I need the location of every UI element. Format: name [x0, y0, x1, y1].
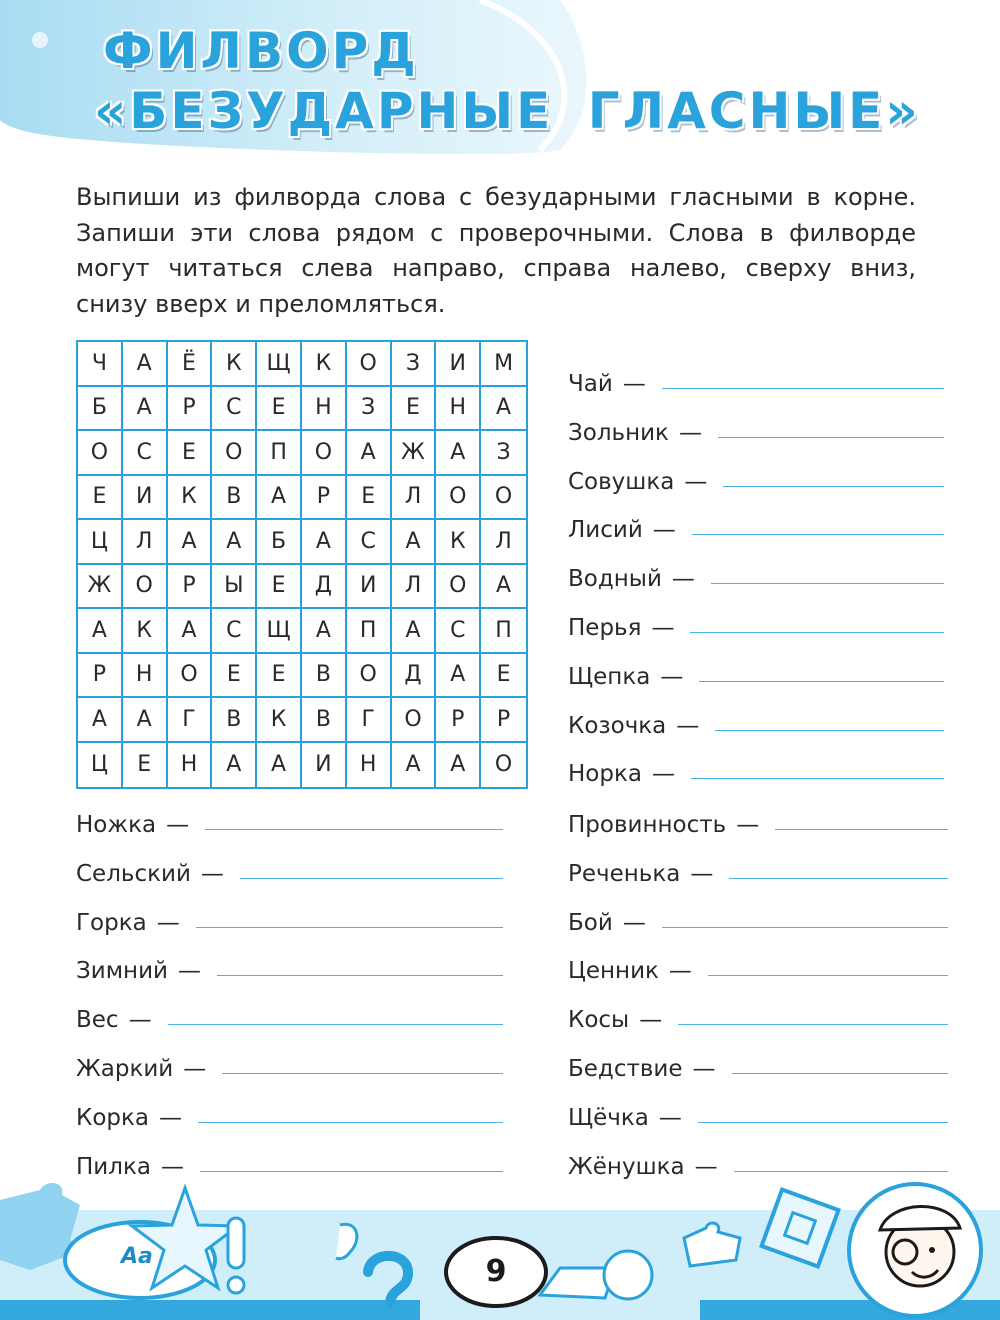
- dash: —: [128, 1007, 152, 1034]
- grid-cell: Л: [123, 520, 168, 565]
- grid-cell: З: [392, 342, 437, 387]
- word-label: Пилка: [76, 1153, 151, 1180]
- word-label: Косы: [568, 1007, 630, 1034]
- answer-line[interactable]: [729, 878, 948, 879]
- grid-cell: А: [257, 743, 302, 788]
- word-row: [568, 509, 944, 543]
- grid-cell: И: [347, 565, 392, 610]
- word-row: [76, 1048, 503, 1082]
- grid-cell: П: [347, 609, 392, 654]
- grid-cell: А: [436, 431, 481, 476]
- word-label: Корка: [76, 1104, 149, 1131]
- word-row: [568, 656, 944, 690]
- grid-cell: О: [494, 752, 513, 778]
- answer-line[interactable]: [732, 1073, 948, 1074]
- grid-cell: О: [78, 431, 123, 476]
- word-label: Бой: [568, 909, 613, 936]
- grid-cell: Щ: [257, 342, 302, 387]
- word-label: Жёнушка: [568, 1153, 685, 1180]
- grid-cell: А: [123, 387, 168, 432]
- dash: —: [652, 517, 676, 544]
- grid-cell: Р: [436, 698, 481, 743]
- dash: —: [639, 1007, 663, 1034]
- word-label: Лисий: [568, 517, 643, 544]
- grid-cell: Е: [212, 654, 257, 699]
- grid-cell: О: [481, 476, 526, 521]
- word-label: Горка: [76, 909, 147, 936]
- dash: —: [622, 909, 646, 936]
- word-row: [568, 1097, 948, 1131]
- dash: —: [183, 1056, 207, 1082]
- grid-cell: О: [168, 654, 213, 699]
- word-row: [76, 853, 503, 887]
- grid-cell: А: [78, 609, 123, 654]
- grid-cell: В: [212, 698, 257, 743]
- grid-cell: Е: [257, 654, 302, 699]
- grid-cell: Е: [78, 476, 123, 521]
- grid-cell: В: [302, 698, 347, 743]
- grid-cell: С: [436, 609, 481, 654]
- word-label: Совушка: [568, 468, 675, 495]
- word-label: Перья: [568, 615, 642, 641]
- answer-line[interactable]: [200, 1171, 503, 1172]
- grid-cell: И: [302, 743, 347, 788]
- grid-cell: Е: [123, 743, 168, 788]
- answer-line[interactable]: [662, 388, 944, 389]
- grid-cell: Ж: [78, 565, 123, 610]
- answer-line[interactable]: [718, 437, 944, 438]
- answer-line[interactable]: [775, 829, 948, 830]
- word-search-grid: [76, 340, 528, 789]
- instructions-text: Выпиши из филворда слова с безударными гласными в корне. Запиши эти слова рядом с проверочными. Слова в филворде могут читаться слева направо, справа налево, сверху вниз, снизу вверх и преломляться.: [76, 183, 916, 318]
- grid-cell: Ц: [78, 520, 123, 565]
- word-row: [568, 950, 948, 984]
- dash: —: [160, 1153, 184, 1180]
- word-row: [568, 902, 948, 936]
- word-row: [568, 1048, 948, 1082]
- word-row: [568, 804, 948, 838]
- grid-cell: Е: [257, 565, 302, 610]
- dash: —: [671, 566, 695, 593]
- grid-cell: А: [78, 698, 123, 743]
- answer-line[interactable]: [690, 632, 944, 633]
- grid-cell: Е: [481, 654, 526, 699]
- word-label: Бедствие: [568, 1056, 683, 1082]
- grid-cell: П: [257, 431, 302, 476]
- grid-cell: Ч: [78, 342, 123, 387]
- dash: —: [159, 1104, 182, 1131]
- word-row: [568, 705, 944, 739]
- grid-cell: Р: [302, 476, 347, 521]
- grid-cell: А: [392, 609, 437, 654]
- answer-line[interactable]: [715, 730, 944, 731]
- dash: —: [676, 712, 700, 739]
- page-title-line-2: «БЕЗУДАРНЫЕ ГЛАСНЫЕ»: [94, 82, 921, 140]
- word-row: [76, 804, 503, 838]
- dash: —: [622, 371, 646, 397]
- grid-cell: Р: [168, 387, 213, 432]
- word-row: [568, 558, 944, 592]
- grid-cell: Г: [168, 698, 213, 743]
- answer-line[interactable]: [240, 878, 503, 879]
- grid-cell: О: [302, 431, 347, 476]
- dash: —: [684, 468, 708, 495]
- aa-badge-label: Aa: [121, 1244, 153, 1269]
- grid-cell: О: [347, 654, 392, 699]
- grid-cell: А: [168, 609, 213, 654]
- answer-line[interactable]: [198, 1122, 503, 1123]
- answer-line[interactable]: [734, 1171, 948, 1172]
- word-label: Чай: [568, 371, 613, 397]
- dash: —: [694, 1153, 718, 1180]
- grid-cell: А: [392, 743, 437, 788]
- grid-cell: Е: [168, 431, 213, 476]
- grid-cell: О: [436, 476, 481, 521]
- word-label: Реченька: [568, 860, 681, 887]
- grid-cell: Г: [347, 698, 392, 743]
- grid-cell: Щ: [257, 609, 302, 654]
- grid-cell: Н: [168, 743, 213, 788]
- dash: —: [660, 663, 684, 690]
- grid-cell: А: [347, 431, 392, 476]
- word-label: Жаркий: [76, 1056, 174, 1082]
- grid-cell: К: [436, 520, 481, 565]
- answer-line[interactable]: [691, 778, 944, 779]
- grid-cell: О: [436, 565, 481, 610]
- grid-cell: А: [436, 743, 481, 788]
- word-row: [76, 902, 503, 936]
- grid-cell: Л: [392, 476, 437, 521]
- grid-cell: Е: [347, 476, 392, 521]
- grid-cell: А: [302, 609, 347, 654]
- answer-line[interactable]: [708, 975, 948, 976]
- grid-cell: А: [481, 387, 526, 432]
- word-row: [568, 461, 944, 495]
- answer-line[interactable]: [678, 1024, 948, 1025]
- grid-cell: Р: [168, 565, 213, 610]
- word-label: Норка: [568, 761, 642, 788]
- grid-cell: А: [481, 565, 526, 610]
- grid-cell: А: [302, 520, 347, 565]
- grid-cell: Л: [481, 520, 526, 565]
- word-label: Водный: [568, 566, 662, 593]
- grid-cell: Л: [392, 565, 437, 610]
- dash: —: [177, 958, 201, 985]
- grid-cell: А: [212, 520, 257, 565]
- grid-cell: Ц: [78, 743, 123, 788]
- word-label: Зольник: [568, 419, 669, 446]
- grid-cell: И: [436, 342, 481, 387]
- word-label: Щёчка: [568, 1104, 649, 1131]
- grid-cell: М: [481, 342, 526, 387]
- dash: —: [690, 860, 714, 887]
- word-label: Козочка: [568, 712, 667, 739]
- grid-cell: Ж: [392, 431, 437, 476]
- grid-cell: А: [392, 520, 437, 565]
- dash: —: [668, 958, 692, 985]
- word-label: Сельский: [76, 860, 191, 887]
- grid-cell: А: [123, 342, 168, 387]
- grid-cell: З: [347, 387, 392, 432]
- answer-line[interactable]: [692, 534, 944, 535]
- grid-cell: Д: [302, 565, 347, 610]
- answer-line[interactable]: [711, 583, 944, 584]
- answer-line[interactable]: [698, 1122, 948, 1123]
- word-label: Ценник: [568, 958, 659, 985]
- grid-cell: Р: [78, 654, 123, 699]
- grid-cell: В: [212, 476, 257, 521]
- grid-cell: Е: [257, 387, 302, 432]
- dash: —: [651, 761, 675, 788]
- answer-line[interactable]: [662, 927, 948, 928]
- word-row: [568, 753, 944, 787]
- grid-cell: И: [123, 476, 168, 521]
- grid-cell: Н: [123, 654, 168, 699]
- answer-line[interactable]: [168, 1024, 503, 1025]
- grid-cell: Н: [436, 387, 481, 432]
- grid-cell: Ё: [168, 342, 213, 387]
- grid-cell: С: [212, 387, 257, 432]
- word-row: [76, 1146, 503, 1180]
- word-row: [568, 412, 944, 446]
- dash: —: [156, 909, 180, 936]
- grid-cell: В: [302, 654, 347, 699]
- word-label: Ножка: [76, 812, 157, 838]
- grid-cell: А: [212, 743, 257, 788]
- grid-cell: Р: [481, 698, 526, 743]
- grid-cell: К: [212, 342, 257, 387]
- grid-cell: С: [347, 520, 392, 565]
- grid-cell: К: [168, 476, 213, 521]
- grid-cell: Ы: [212, 565, 257, 610]
- page-number: 9: [485, 1253, 507, 1289]
- word-row: [76, 1097, 503, 1131]
- grid-cell: Д: [392, 654, 437, 699]
- grid-cell: О: [347, 342, 392, 387]
- word-row: [76, 999, 503, 1033]
- grid-cell: Е: [392, 387, 437, 432]
- answer-line[interactable]: [699, 681, 944, 682]
- grid-cell: О: [212, 431, 257, 476]
- grid-cell: А: [257, 476, 302, 521]
- word-row: [568, 363, 944, 397]
- page-title-line-1: ФИЛВОРД: [103, 22, 419, 80]
- grid-cell: А: [168, 520, 213, 565]
- answer-line[interactable]: [205, 829, 503, 830]
- word-row: [568, 853, 948, 887]
- answer-line[interactable]: [723, 486, 944, 487]
- word-row: [568, 607, 944, 641]
- grid-cell: Б: [78, 387, 123, 432]
- grid-cell: О: [123, 565, 168, 610]
- grid-cell: А: [123, 698, 168, 743]
- dash: —: [658, 1104, 682, 1131]
- dash: —: [200, 860, 224, 887]
- grid-cell: Н: [302, 387, 347, 432]
- word-row: [568, 999, 948, 1033]
- grid-cell: П: [481, 609, 526, 654]
- grid-cell: К: [257, 698, 302, 743]
- grid-cell: О: [392, 698, 437, 743]
- word-label: Щепка: [568, 663, 651, 690]
- word-label: Вес: [76, 1007, 119, 1034]
- word-row: [568, 1146, 948, 1180]
- grid-cell: Н: [347, 743, 392, 788]
- grid-cell: З: [481, 431, 526, 476]
- grid-cell: К: [123, 609, 168, 654]
- word-row: [76, 950, 503, 984]
- dash: —: [736, 812, 760, 838]
- word-label: Зимний: [76, 958, 168, 985]
- answer-line[interactable]: [217, 975, 503, 976]
- answer-line[interactable]: [222, 1073, 503, 1074]
- answer-line[interactable]: [196, 927, 503, 928]
- grid-cell: К: [302, 342, 347, 387]
- dash: —: [166, 812, 190, 838]
- dash: —: [678, 419, 702, 446]
- dash: —: [651, 615, 675, 641]
- word-label: Провинность: [568, 812, 727, 838]
- grid-cell: Б: [257, 520, 302, 565]
- grid-cell: С: [123, 431, 168, 476]
- grid-cell: С: [212, 609, 257, 654]
- grid-cell: А: [436, 654, 481, 699]
- dash: —: [692, 1056, 716, 1082]
